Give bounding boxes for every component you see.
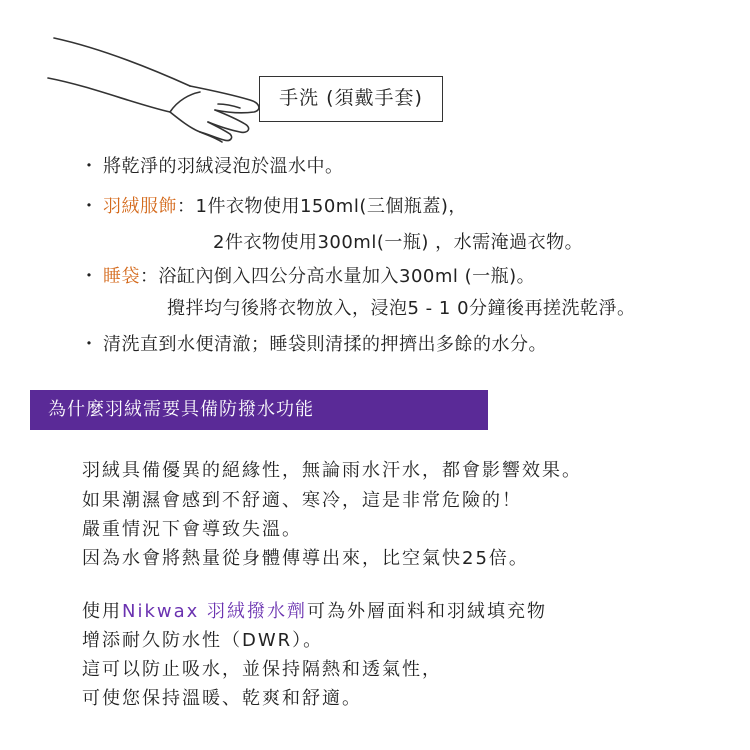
list-item-text: ：1件衣物使用150ml(三個瓶蓋)， bbox=[177, 196, 467, 217]
list-item bbox=[103, 262, 535, 288]
list-item-continuation: 攪拌均勻後將衣物放入，浸泡5 - 1 0分鐘後再搓洗乾淨。 bbox=[167, 298, 636, 319]
list-item bbox=[103, 152, 344, 178]
paragraph-line: 嚴重情況下會導致失溫。 bbox=[82, 519, 302, 540]
section-title: 為什麼羽絨需要具備防撥水功能 bbox=[48, 399, 314, 420]
hand-wash-label: 手洗 (須戴手套) bbox=[259, 76, 443, 122]
list-item-text: ：浴缸內倒入四公分高水量加入300ml (一瓶)。 bbox=[140, 266, 536, 287]
paragraph-line: 增添耐久防水性（DWR）。 bbox=[82, 630, 324, 651]
bullet-dot: ・ bbox=[80, 266, 98, 287]
paragraph-line: 這可以防止吸水，並保持隔熱和透氣性， bbox=[82, 659, 442, 680]
product-name: Nikwax 羽絨撥水劑 bbox=[122, 601, 308, 622]
bullet-dot: ・ bbox=[80, 196, 98, 217]
list-item-highlight: 睡袋 bbox=[103, 266, 140, 287]
list-item-text: 清洗直到水便清澈；睡袋則清揉的押擠出多餘的水分。 bbox=[103, 334, 547, 355]
paragraph-text: 使用 bbox=[82, 601, 122, 622]
bullet-dot: ・ bbox=[80, 156, 98, 177]
list-item bbox=[103, 330, 547, 356]
bullet-dot: ・ bbox=[80, 334, 98, 355]
hand-icon bbox=[40, 20, 270, 150]
paragraph-line: 可使您保持溫暖、乾爽和舒適。 bbox=[82, 688, 362, 709]
paragraph-line: 羽絨具備優異的絕緣性，無論雨水汗水，都會影響效果。 bbox=[82, 460, 582, 481]
list-item-highlight: 羽絨服飾 bbox=[103, 196, 177, 217]
paragraph-line bbox=[82, 597, 547, 623]
paragraph-line: 因為水會將熱量從身體傳導出來，比空氣快25倍。 bbox=[82, 548, 529, 569]
paragraph-text: 可為外層面料和羽絨填充物 bbox=[307, 601, 548, 622]
list-item-text: 將乾淨的羽絨浸泡於溫水中。 bbox=[103, 156, 344, 177]
list-item bbox=[103, 192, 467, 218]
paragraph-line: 如果潮濕會感到不舒適、寒冷，這是非常危險的！ bbox=[82, 490, 522, 511]
list-item-continuation: 2件衣物使用300ml(一瓶) ，水需淹過衣物。 bbox=[213, 232, 584, 253]
